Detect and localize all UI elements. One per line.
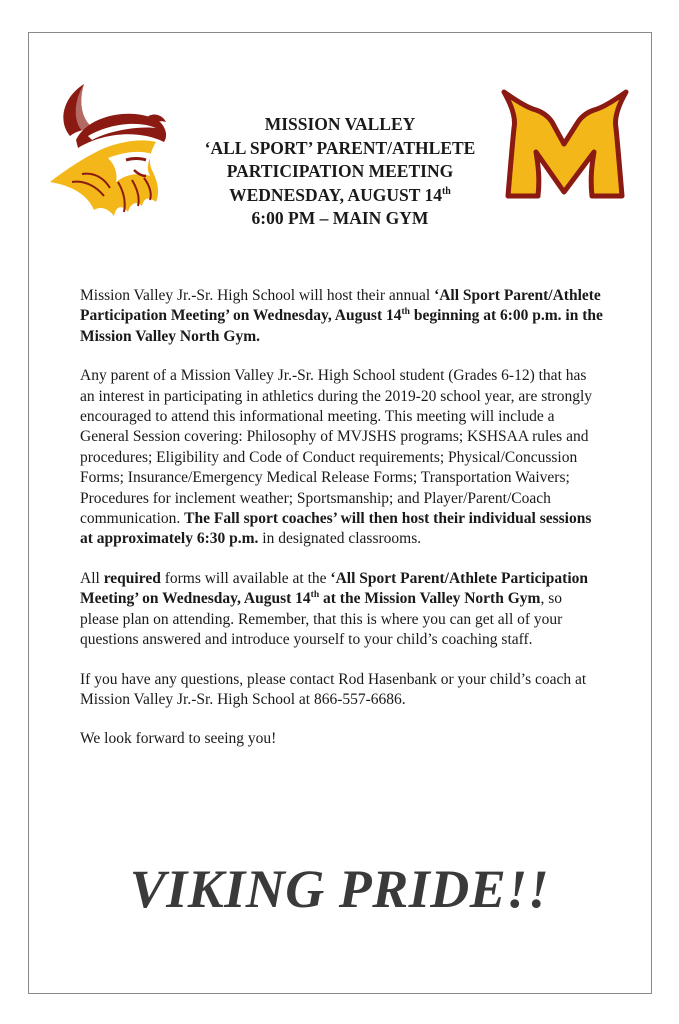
paragraph-closing: We look forward to seeing you! [80,730,277,748]
header-event-type: PARTICIPATION MEETING [226,161,454,181]
paragraph-details: Any parent of a Mission Valley Jr.-Sr. High School student (Grades 6-12) that has an interest in participating in athletics during the 2019-20 school year, are strongly encouraged to attend this informational meeting. This meeting will include a General Session covering: Philosophy of MVJSHS programs; KSHSAA rules and procedures; Eligibility and Code of Conduct requirements; Physical/Concussion Forms; Insurance/Emergency Medical Release Forms; Transportation Waivers; Procedures for inclement weather; Sportsmanship; and Player/Parent/Coach communication. The Fall sport coaches’ will then host their individual sessions at approximately 6:30 p.m. in designated classrooms. [80,367,593,548]
event-header [180,113,500,231]
viking-head-icon [48,78,174,222]
header-time-location: 6:00 PM – MAIN GYM [251,208,429,228]
header-event-name: ‘ALL SPORT’ PARENT/ATHLETE [204,137,476,158]
paragraph-contact: If you have any questions, please contact Rod Hasenbank or your child’s coach at Mission Valley Jr.-Sr. High School at 866-557-6686. [80,670,587,708]
mission-valley-m-icon [498,88,632,206]
paragraph-intro: Mission Valley Jr.-Sr. High School will host their annual ‘All Sport Parent/Athlete Participation Meeting’ on Wednesday, August 14th beginning at 6:00 p.m. in the Mission Valley North Gym. [80,287,603,345]
viking-pride-slogan: VIKING PRIDE!! [129,859,550,919]
header-school-name: MISSION VALLEY [264,114,416,134]
paragraph-forms: All required forms will available at the ‘All Sport Parent/Athlete Participation Meeting’ on Wednesday, August 14th at the Mission Valley North Gym, so please plan on attending. Remember, that this is where you can get all of your questions answered and introduce yourself to your child’s coaching staff. [80,569,588,649]
letter-body [80,286,604,769]
header-date: WEDNESDAY, AUGUST 14th [229,184,451,205]
